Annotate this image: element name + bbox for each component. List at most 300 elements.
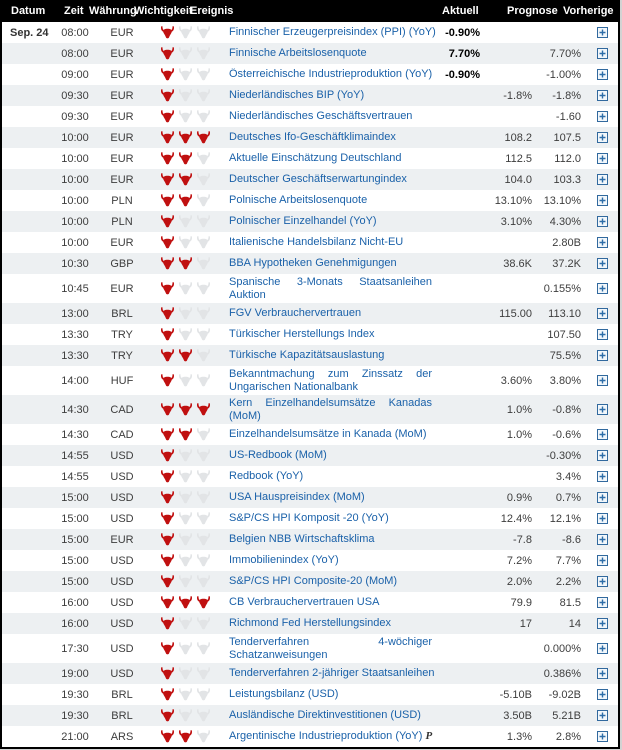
- time-cell: 14:00: [61, 374, 89, 387]
- time-cell: 15:00: [61, 512, 89, 525]
- table-row: [2, 634, 618, 663]
- event-link[interactable]: [229, 236, 403, 248]
- event-text: Argentinische Industrieproduktion (YoY): [229, 730, 423, 742]
- expand-plus-icon[interactable]: [597, 69, 608, 80]
- event-link[interactable]: [229, 68, 432, 80]
- importance-indicator: [148, 617, 224, 630]
- bull-icon: [196, 194, 211, 207]
- event-link[interactable]: [229, 328, 375, 340]
- event-cell: [224, 68, 436, 81]
- event-text: Einzelhandelsumsätze in Kanada (MoM): [229, 428, 427, 440]
- time-cell: 15:00: [61, 533, 89, 546]
- date-cell: Sep. 24: [10, 26, 49, 39]
- event-link[interactable]: [229, 173, 407, 185]
- event-text: Redbook (YoY): [229, 470, 304, 482]
- bull-icon: [196, 89, 211, 102]
- previous-cell: -0.8%: [552, 403, 581, 416]
- bull-icon: [160, 374, 175, 387]
- importance-indicator: [148, 575, 224, 588]
- expand-plus-icon[interactable]: [597, 643, 608, 654]
- forecast-cell: 0.9%: [506, 491, 532, 504]
- importance-indicator: [148, 26, 224, 39]
- forecast-cell: 108.2: [504, 131, 532, 144]
- currency-cell: USD: [110, 667, 134, 680]
- time-cell: 10:00: [61, 236, 89, 249]
- bull-icon: [160, 152, 175, 165]
- expand-plus-icon[interactable]: [597, 492, 608, 503]
- bull-icon: [196, 307, 211, 320]
- event-link[interactable]: [229, 554, 339, 566]
- forecast-cell: 7.2%: [506, 554, 532, 567]
- currency-cell: TRY: [111, 349, 133, 362]
- event-link[interactable]: [229, 47, 367, 59]
- event-link[interactable]: [229, 575, 397, 587]
- event-link[interactable]: [229, 307, 361, 319]
- expand-plus-icon[interactable]: [597, 710, 608, 721]
- expand-cell: [588, 48, 616, 59]
- bull-icon: [196, 47, 211, 60]
- table-row: [2, 613, 618, 634]
- previous-cell: 75.5%: [549, 349, 581, 362]
- importance-indicator: [148, 328, 224, 341]
- expand-plus-icon[interactable]: [597, 555, 608, 566]
- previous-cell: 12.1%: [549, 512, 581, 525]
- event-link[interactable]: [229, 470, 303, 482]
- table-row: [2, 366, 618, 395]
- currency-cell: CAD: [110, 403, 134, 416]
- expand-cell: [588, 69, 616, 80]
- table-row: [2, 211, 618, 232]
- table-row: [2, 127, 618, 148]
- expand-plus-icon[interactable]: [597, 27, 608, 38]
- event-link[interactable]: [229, 257, 397, 269]
- bull-icon: [160, 89, 175, 102]
- bull-icon: [178, 236, 193, 249]
- previous-cell: 7.7%: [555, 554, 581, 567]
- expand-plus-icon[interactable]: [597, 471, 608, 482]
- expand-plus-icon[interactable]: [597, 174, 608, 185]
- event-link[interactable]: [229, 617, 391, 629]
- previous-cell: 7.70%: [549, 47, 581, 60]
- expand-plus-icon[interactable]: [597, 404, 608, 415]
- expand-cell: [588, 237, 616, 248]
- expand-cell: [588, 513, 616, 524]
- bull-icon: [196, 152, 211, 165]
- bull-icon: [160, 470, 175, 483]
- expand-plus-icon[interactable]: [597, 258, 608, 269]
- time-cell: 21:00: [61, 730, 89, 743]
- table-row: [2, 663, 618, 684]
- event-cell: [224, 236, 436, 249]
- expand-cell: [588, 90, 616, 101]
- importance-indicator: [148, 470, 224, 483]
- event-link[interactable]: [229, 636, 432, 661]
- bull-icon: [160, 215, 175, 228]
- bull-icon: [196, 328, 211, 341]
- bull-icon: [178, 730, 193, 743]
- event-link[interactable]: [229, 194, 367, 206]
- bull-icon: [160, 349, 175, 362]
- time-cell: 16:00: [61, 617, 89, 630]
- time-cell: 08:00: [61, 26, 89, 39]
- bull-icon: [160, 575, 175, 588]
- event-cell: [224, 194, 436, 207]
- event-link[interactable]: [229, 688, 338, 700]
- currency-cell: EUR: [110, 68, 134, 81]
- event-text: Italienische Handelsbilanz Nicht-EU: [229, 236, 404, 248]
- event-link[interactable]: [229, 709, 421, 721]
- bull-icon: [196, 236, 211, 249]
- time-cell: 13:30: [61, 328, 89, 341]
- event-cell: [224, 428, 436, 441]
- previous-cell: 0.7%: [555, 491, 581, 504]
- expand-plus-icon[interactable]: [597, 534, 608, 545]
- bull-icon: [160, 26, 175, 39]
- expand-plus-icon[interactable]: [597, 237, 608, 248]
- time-cell: 19:30: [61, 688, 89, 701]
- previous-cell: 4.30%: [549, 215, 581, 228]
- event-text: Immobilienindex (YoY): [229, 554, 339, 566]
- event-text: CB Verbrauchervertrauen USA: [229, 596, 380, 608]
- expand-plus-icon[interactable]: [597, 216, 608, 227]
- bull-icon: [196, 575, 211, 588]
- bull-icon: [178, 596, 193, 609]
- table-row: [2, 106, 618, 127]
- importance-indicator: [148, 688, 224, 701]
- forecast-cell: 1.0%: [506, 428, 532, 441]
- bull-icon: [196, 688, 211, 701]
- importance-indicator: [148, 512, 224, 525]
- bull-icon: [178, 89, 193, 102]
- time-cell: 10:45: [61, 282, 89, 295]
- column-header-zeit: Zeit: [64, 5, 84, 17]
- previous-cell: 112.0: [554, 152, 581, 165]
- table-row: [2, 592, 618, 613]
- expand-cell: [588, 283, 616, 294]
- bull-icon: [178, 403, 193, 416]
- bull-icon: [178, 533, 193, 546]
- expand-plus-icon[interactable]: [597, 350, 608, 361]
- bull-icon: [196, 512, 211, 525]
- column-header-prognose: Prognose: [507, 5, 558, 17]
- importance-indicator: [148, 667, 224, 680]
- time-cell: 14:30: [61, 428, 89, 441]
- bull-icon: [178, 173, 193, 186]
- bull-icon: [160, 449, 175, 462]
- event-text: Deutsches Ifo-Geschäftklimaindex: [229, 131, 396, 143]
- previous-cell: 2.2%: [555, 575, 581, 588]
- event-link[interactable]: [229, 428, 427, 440]
- expand-plus-icon[interactable]: [597, 308, 608, 319]
- expand-cell: [588, 258, 616, 269]
- event-text: Spanische 3-Monats Staatsanleihen Auktion: [229, 275, 432, 301]
- expand-cell: [588, 132, 616, 143]
- event-link[interactable]: [229, 131, 396, 143]
- bull-icon: [178, 349, 193, 362]
- event-cell: [224, 533, 436, 546]
- currency-cell: EUR: [110, 89, 134, 102]
- bull-icon: [178, 257, 193, 270]
- currency-cell: GBP: [110, 257, 134, 270]
- event-link[interactable]: [229, 512, 389, 524]
- currency-cell: USD: [110, 596, 134, 609]
- event-cell: [224, 307, 436, 320]
- event-text: Österreichische Industrieproduktion (YoY): [229, 68, 433, 80]
- expand-plus-icon[interactable]: [597, 153, 608, 164]
- event-cell: [224, 636, 436, 662]
- forecast-cell: 3.10%: [500, 215, 532, 228]
- bull-icon: [160, 491, 175, 504]
- currency-cell: USD: [110, 554, 134, 567]
- bull-icon: [178, 215, 193, 228]
- bull-icon: [196, 617, 211, 630]
- event-cell: [224, 131, 436, 144]
- event-link[interactable]: [229, 368, 432, 393]
- bull-icon: [178, 491, 193, 504]
- bull-icon: [178, 26, 193, 39]
- table-row: [2, 324, 618, 345]
- event-link[interactable]: [229, 397, 432, 422]
- event-text: Finnischer Erzeugerpreisindex (PPI) (YoY): [229, 26, 436, 38]
- bull-icon: [196, 215, 211, 228]
- expand-cell: [588, 689, 616, 700]
- expand-plus-icon[interactable]: [597, 195, 608, 206]
- table-row: [2, 571, 618, 592]
- event-text: Belgien NBB Wirtschaftsklima: [229, 533, 375, 545]
- forecast-cell: -1.8%: [503, 89, 532, 102]
- expand-plus-icon[interactable]: [597, 375, 608, 386]
- event-link[interactable]: [229, 215, 377, 227]
- event-text: US-Redbook (MoM): [229, 449, 327, 461]
- expand-plus-icon[interactable]: [597, 513, 608, 524]
- time-cell: 15:00: [61, 554, 89, 567]
- expand-plus-icon[interactable]: [597, 132, 608, 143]
- bull-icon: [196, 470, 211, 483]
- bull-icon: [196, 533, 211, 546]
- table-row: [2, 64, 618, 85]
- previous-cell: 5.21B: [552, 709, 581, 722]
- bull-icon: [196, 110, 211, 123]
- time-cell: 14:30: [61, 403, 89, 416]
- bull-icon: [160, 403, 175, 416]
- event-link[interactable]: [229, 89, 364, 101]
- currency-cell: USD: [110, 491, 134, 504]
- bull-icon: [178, 131, 193, 144]
- previous-cell: 0.386%: [543, 667, 581, 680]
- previous-cell: 113.10: [548, 307, 581, 320]
- expand-plus-icon[interactable]: [597, 597, 608, 608]
- importance-indicator: [148, 349, 224, 362]
- bull-icon: [178, 470, 193, 483]
- bull-icon: [160, 173, 175, 186]
- event-link[interactable]: [229, 449, 327, 461]
- forecast-cell: 112.5: [505, 152, 532, 165]
- event-text: Tenderverfahren 2-jähriger Staatsanleihen: [229, 667, 435, 679]
- table-row: [2, 169, 618, 190]
- bull-icon: [178, 575, 193, 588]
- event-cell: [224, 449, 436, 462]
- bull-icon: [178, 512, 193, 525]
- expand-plus-icon[interactable]: [597, 429, 608, 440]
- expand-plus-icon[interactable]: [597, 668, 608, 679]
- bull-icon: [178, 709, 193, 722]
- time-cell: 10:00: [61, 215, 89, 228]
- event-link[interactable]: [229, 110, 412, 122]
- event-cell: [224, 554, 436, 567]
- currency-cell: EUR: [110, 110, 134, 123]
- currency-cell: USD: [110, 470, 134, 483]
- event-link[interactable]: [229, 349, 384, 361]
- event-cell: [224, 152, 436, 165]
- currency-cell: TRY: [111, 328, 133, 341]
- expand-cell: [588, 576, 616, 587]
- table-row: [2, 85, 618, 106]
- event-text: Tenderverfahren 4-wöchiger Schatzanweisungen: [229, 635, 432, 661]
- event-cell: [224, 349, 436, 362]
- column-header-aktuell: Aktuell: [442, 5, 479, 17]
- expand-cell: [588, 153, 616, 164]
- bull-icon: [160, 617, 175, 630]
- bull-icon: [160, 257, 175, 270]
- importance-indicator: [148, 596, 224, 609]
- previous-cell: 0.000%: [543, 642, 581, 655]
- previous-cell: 37.2K: [552, 257, 581, 270]
- actual-cell: -0.90%: [445, 68, 480, 81]
- event-cell: [224, 173, 436, 186]
- bull-icon: [160, 533, 175, 546]
- event-cell: [224, 512, 436, 525]
- event-cell: [224, 667, 436, 680]
- event-cell: [224, 491, 436, 504]
- forecast-cell: 38.6K: [503, 257, 532, 270]
- event-link[interactable]: [229, 26, 436, 38]
- event-link[interactable]: [229, 152, 401, 164]
- bull-icon: [196, 282, 211, 295]
- event-text: Finnische Arbeitslosenquote: [229, 47, 367, 59]
- event-text: Türkischer Herstellungs Index: [229, 328, 375, 340]
- bull-icon: [178, 194, 193, 207]
- currency-cell: ARS: [110, 730, 134, 743]
- event-text: Ausländische Direktinvestitionen (USD): [229, 709, 421, 721]
- currency-cell: HUF: [110, 374, 134, 387]
- table-row: [2, 232, 618, 253]
- event-cell: [224, 26, 436, 39]
- bull-icon: [196, 403, 211, 416]
- time-cell: 08:00: [61, 47, 89, 60]
- currency-cell: EUR: [110, 173, 134, 186]
- event-link[interactable]: [229, 730, 432, 742]
- event-cell: [224, 368, 436, 394]
- event-link[interactable]: [229, 667, 434, 679]
- expand-cell: [588, 710, 616, 721]
- currency-cell: EUR: [110, 26, 134, 39]
- table-header-row: [2, 2, 618, 22]
- event-link[interactable]: [229, 596, 379, 608]
- importance-indicator: [148, 374, 224, 387]
- time-cell: 14:55: [61, 470, 89, 483]
- previous-cell: 14: [568, 617, 581, 630]
- table-row: [2, 345, 618, 366]
- time-cell: 10:30: [61, 257, 89, 270]
- bull-icon: [160, 328, 175, 341]
- forecast-cell: 3.50B: [503, 709, 532, 722]
- bull-icon: [196, 131, 211, 144]
- bull-icon: [196, 257, 211, 270]
- currency-cell: BRL: [111, 307, 133, 320]
- previous-cell: 3.80%: [549, 374, 581, 387]
- time-cell: 09:30: [61, 89, 89, 102]
- expand-plus-icon[interactable]: [597, 450, 608, 461]
- bull-icon: [160, 194, 175, 207]
- currency-cell: CAD: [110, 428, 134, 441]
- expand-plus-icon[interactable]: [597, 329, 608, 340]
- previous-cell: 13.10%: [543, 194, 581, 207]
- event-cell: [224, 617, 436, 630]
- importance-indicator: [148, 236, 224, 249]
- expand-cell: [588, 492, 616, 503]
- importance-indicator: [148, 428, 224, 441]
- previous-cell: -0.6%: [552, 428, 581, 441]
- expand-plus-icon[interactable]: [597, 618, 608, 629]
- currency-cell: PLN: [111, 194, 133, 207]
- bull-icon: [160, 512, 175, 525]
- importance-indicator: [148, 110, 224, 123]
- event-cell: [224, 596, 436, 609]
- forecast-cell: 2.0%: [506, 575, 532, 588]
- column-header-waehrung: Währung: [89, 5, 137, 17]
- bull-icon: [196, 428, 211, 441]
- table-body: [2, 22, 618, 747]
- currency-cell: USD: [110, 449, 134, 462]
- expand-plus-icon[interactable]: [597, 576, 608, 587]
- event-text: BBA Hypotheken Genehmigungen: [229, 257, 397, 269]
- event-link[interactable]: [229, 276, 432, 301]
- expand-cell: [588, 534, 616, 545]
- table-row: [2, 445, 618, 466]
- event-text: Aktuelle Einschätzung Deutschland: [229, 152, 402, 164]
- bull-icon: [160, 307, 175, 320]
- expand-cell: [588, 329, 616, 340]
- previous-cell: 3.4%: [555, 470, 581, 483]
- event-cell: [224, 730, 436, 743]
- event-cell: [224, 47, 436, 60]
- currency-cell: EUR: [110, 131, 134, 144]
- event-link[interactable]: [229, 533, 375, 545]
- expand-plus-icon[interactable]: [597, 111, 608, 122]
- expand-plus-icon[interactable]: [597, 689, 608, 700]
- previous-cell: -1.60: [555, 110, 581, 123]
- currency-cell: PLN: [111, 215, 133, 228]
- expand-cell: [588, 450, 616, 461]
- table-row: [2, 303, 618, 324]
- table-row: [2, 148, 618, 169]
- expand-plus-icon[interactable]: [597, 90, 608, 101]
- event-link[interactable]: [229, 491, 365, 503]
- bull-icon: [160, 68, 175, 81]
- bull-icon: [160, 554, 175, 567]
- expand-cell: [588, 350, 616, 361]
- event-text: Leistungsbilanz (USD): [229, 688, 339, 700]
- event-cell: [224, 215, 436, 228]
- expand-plus-icon[interactable]: [597, 283, 608, 294]
- previous-cell: 107.50: [547, 328, 581, 341]
- currency-cell: EUR: [110, 152, 134, 165]
- importance-indicator: [148, 47, 224, 60]
- time-cell: 10:00: [61, 131, 89, 144]
- expand-plus-icon[interactable]: [597, 48, 608, 59]
- bull-icon: [160, 131, 175, 144]
- expand-plus-icon[interactable]: [597, 731, 608, 742]
